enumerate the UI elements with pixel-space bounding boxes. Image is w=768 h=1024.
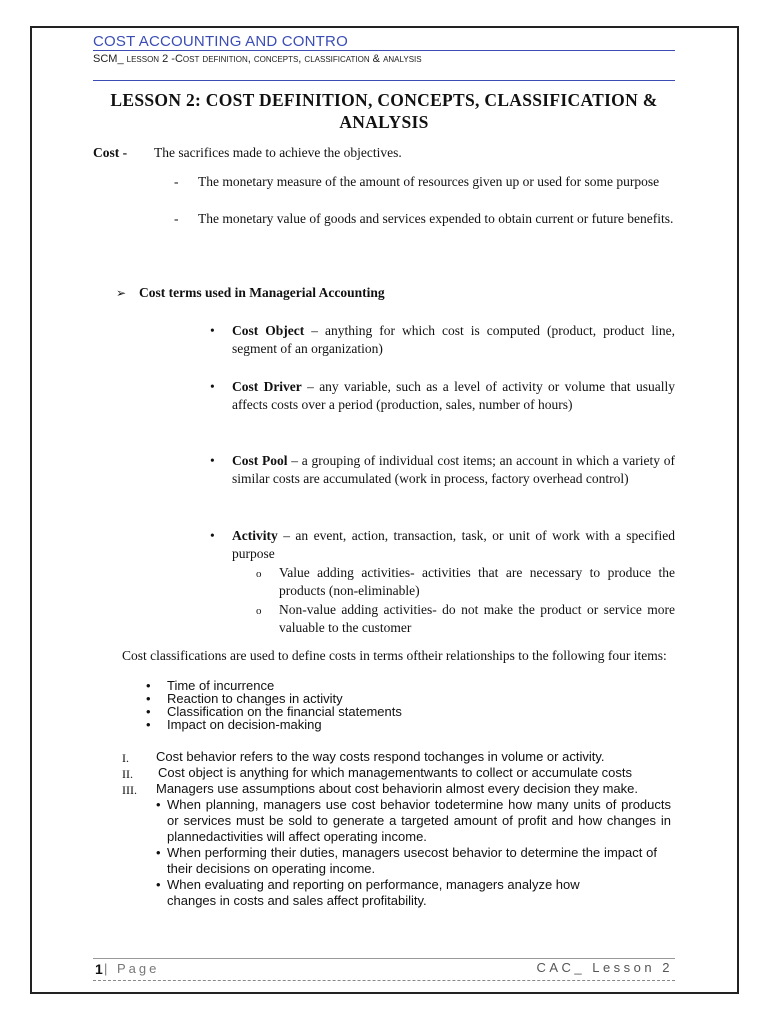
list-number: I. [122,751,129,765]
classification-item: Impact on decision-making [167,717,322,732]
cost-definition: The sacrifices made to achieve the objectives. [154,145,402,160]
page-label: | Page [104,961,160,976]
cost-term: Cost - [93,145,128,160]
cost-point-2: The monetary value of goods and services expended to obtain current or future benefits. [198,211,674,226]
header-subtitle: SCM_ lesson 2 -Cost definition, concepts, classification & analysis [93,53,422,65]
footer-rule [93,958,675,959]
numbered-item-2: Cost object is anything for which managementwants to collect or accumulate costs [158,765,633,780]
classification-intro: Cost classifications are used to define costs in terms oftheir relationships to the following four items: [122,648,667,663]
classification-item: Classification on the financial statements [167,704,402,719]
manager-point-planning: When planning, managers use cost behavior todetermine how many units of products or services must be sold to generate a targeted amount of profit and how changes in plannedactivities will affect operating income. [167,797,671,844]
header-rule [93,50,675,51]
bullet-icon: • [146,717,151,732]
circle-bullet-icon: o [256,605,262,617]
bullet-icon: • [210,453,215,468]
bullet-icon: • [210,323,215,338]
bullet-icon: • [156,797,161,812]
manager-point-evaluating: When evaluating and reporting on performance, managers analyze how changes in costs and sales affect profitability. [167,877,580,908]
bullet-icon: • [156,845,161,860]
term-activity: Activity – an event, action, transaction, task, or unit of work with a specified purpose [232,528,675,561]
lesson-title: LESSON 2: COST DEFINITION, CONCEPTS, CLASSIFICATION & ANALYSIS [110,90,658,132]
page-number: 1 [95,961,103,977]
footer-lesson-label: CAC_ Lesson 2 [536,960,673,975]
activity-non-value-adding: Non-value adding activities- do not make the product or service more valuable to the customer [279,602,675,635]
bullet-icon: • [146,704,151,719]
circle-bullet-icon: o [256,568,262,580]
numbered-item-1: Cost behavior refers to the way costs respond tochanges in volume or activity. [156,749,605,764]
footer-dashed-rule [93,980,675,981]
bullet-icon: • [146,678,151,693]
bullet-icon: • [156,877,161,892]
section-heading: Cost terms used in Managerial Accounting [139,285,385,300]
classification-item: Time of incurrence [167,678,275,693]
list-number: III. [122,783,137,797]
header-rule-bottom [93,80,675,81]
dash-marker: - [174,174,179,189]
term-cost-driver: Cost Driver – any variable, such as a level of activity or volume that usually affects costs over a period (production, sales, number of hours) [232,379,675,412]
bullet-icon: • [210,379,215,394]
bullet-icon: • [146,691,151,706]
bullet-icon: • [210,528,215,543]
dash-marker: - [174,211,179,226]
arrow-bullet-icon: ➢ [116,286,127,300]
classification-item: Reaction to changes in activity [167,691,343,706]
manager-point-performing: When performing their duties, managers usecost behavior to determine the impact of their decisions on operating income. [167,845,657,876]
list-number: II. [122,767,133,781]
cost-point-1: The monetary measure of the amount of resources given up or used for some purpose [198,174,660,189]
numbered-item-3: Managers use assumptions about cost behaviorin almost every decision they make. [156,781,638,796]
term-cost-pool: Cost Pool – a grouping of individual cost items; an account in which a variety of similar costs are accumulated (work in process, factory overhead control) [232,453,676,486]
course-title: COST ACCOUNTING AND CONTRO [93,33,348,50]
term-cost-object: Cost Object – anything for which cost is computed (product, product line, segment of an organization) [232,323,675,356]
activity-value-adding: Value adding activities- activities that are necessary to produce the products (non-eliminable) [279,565,675,598]
